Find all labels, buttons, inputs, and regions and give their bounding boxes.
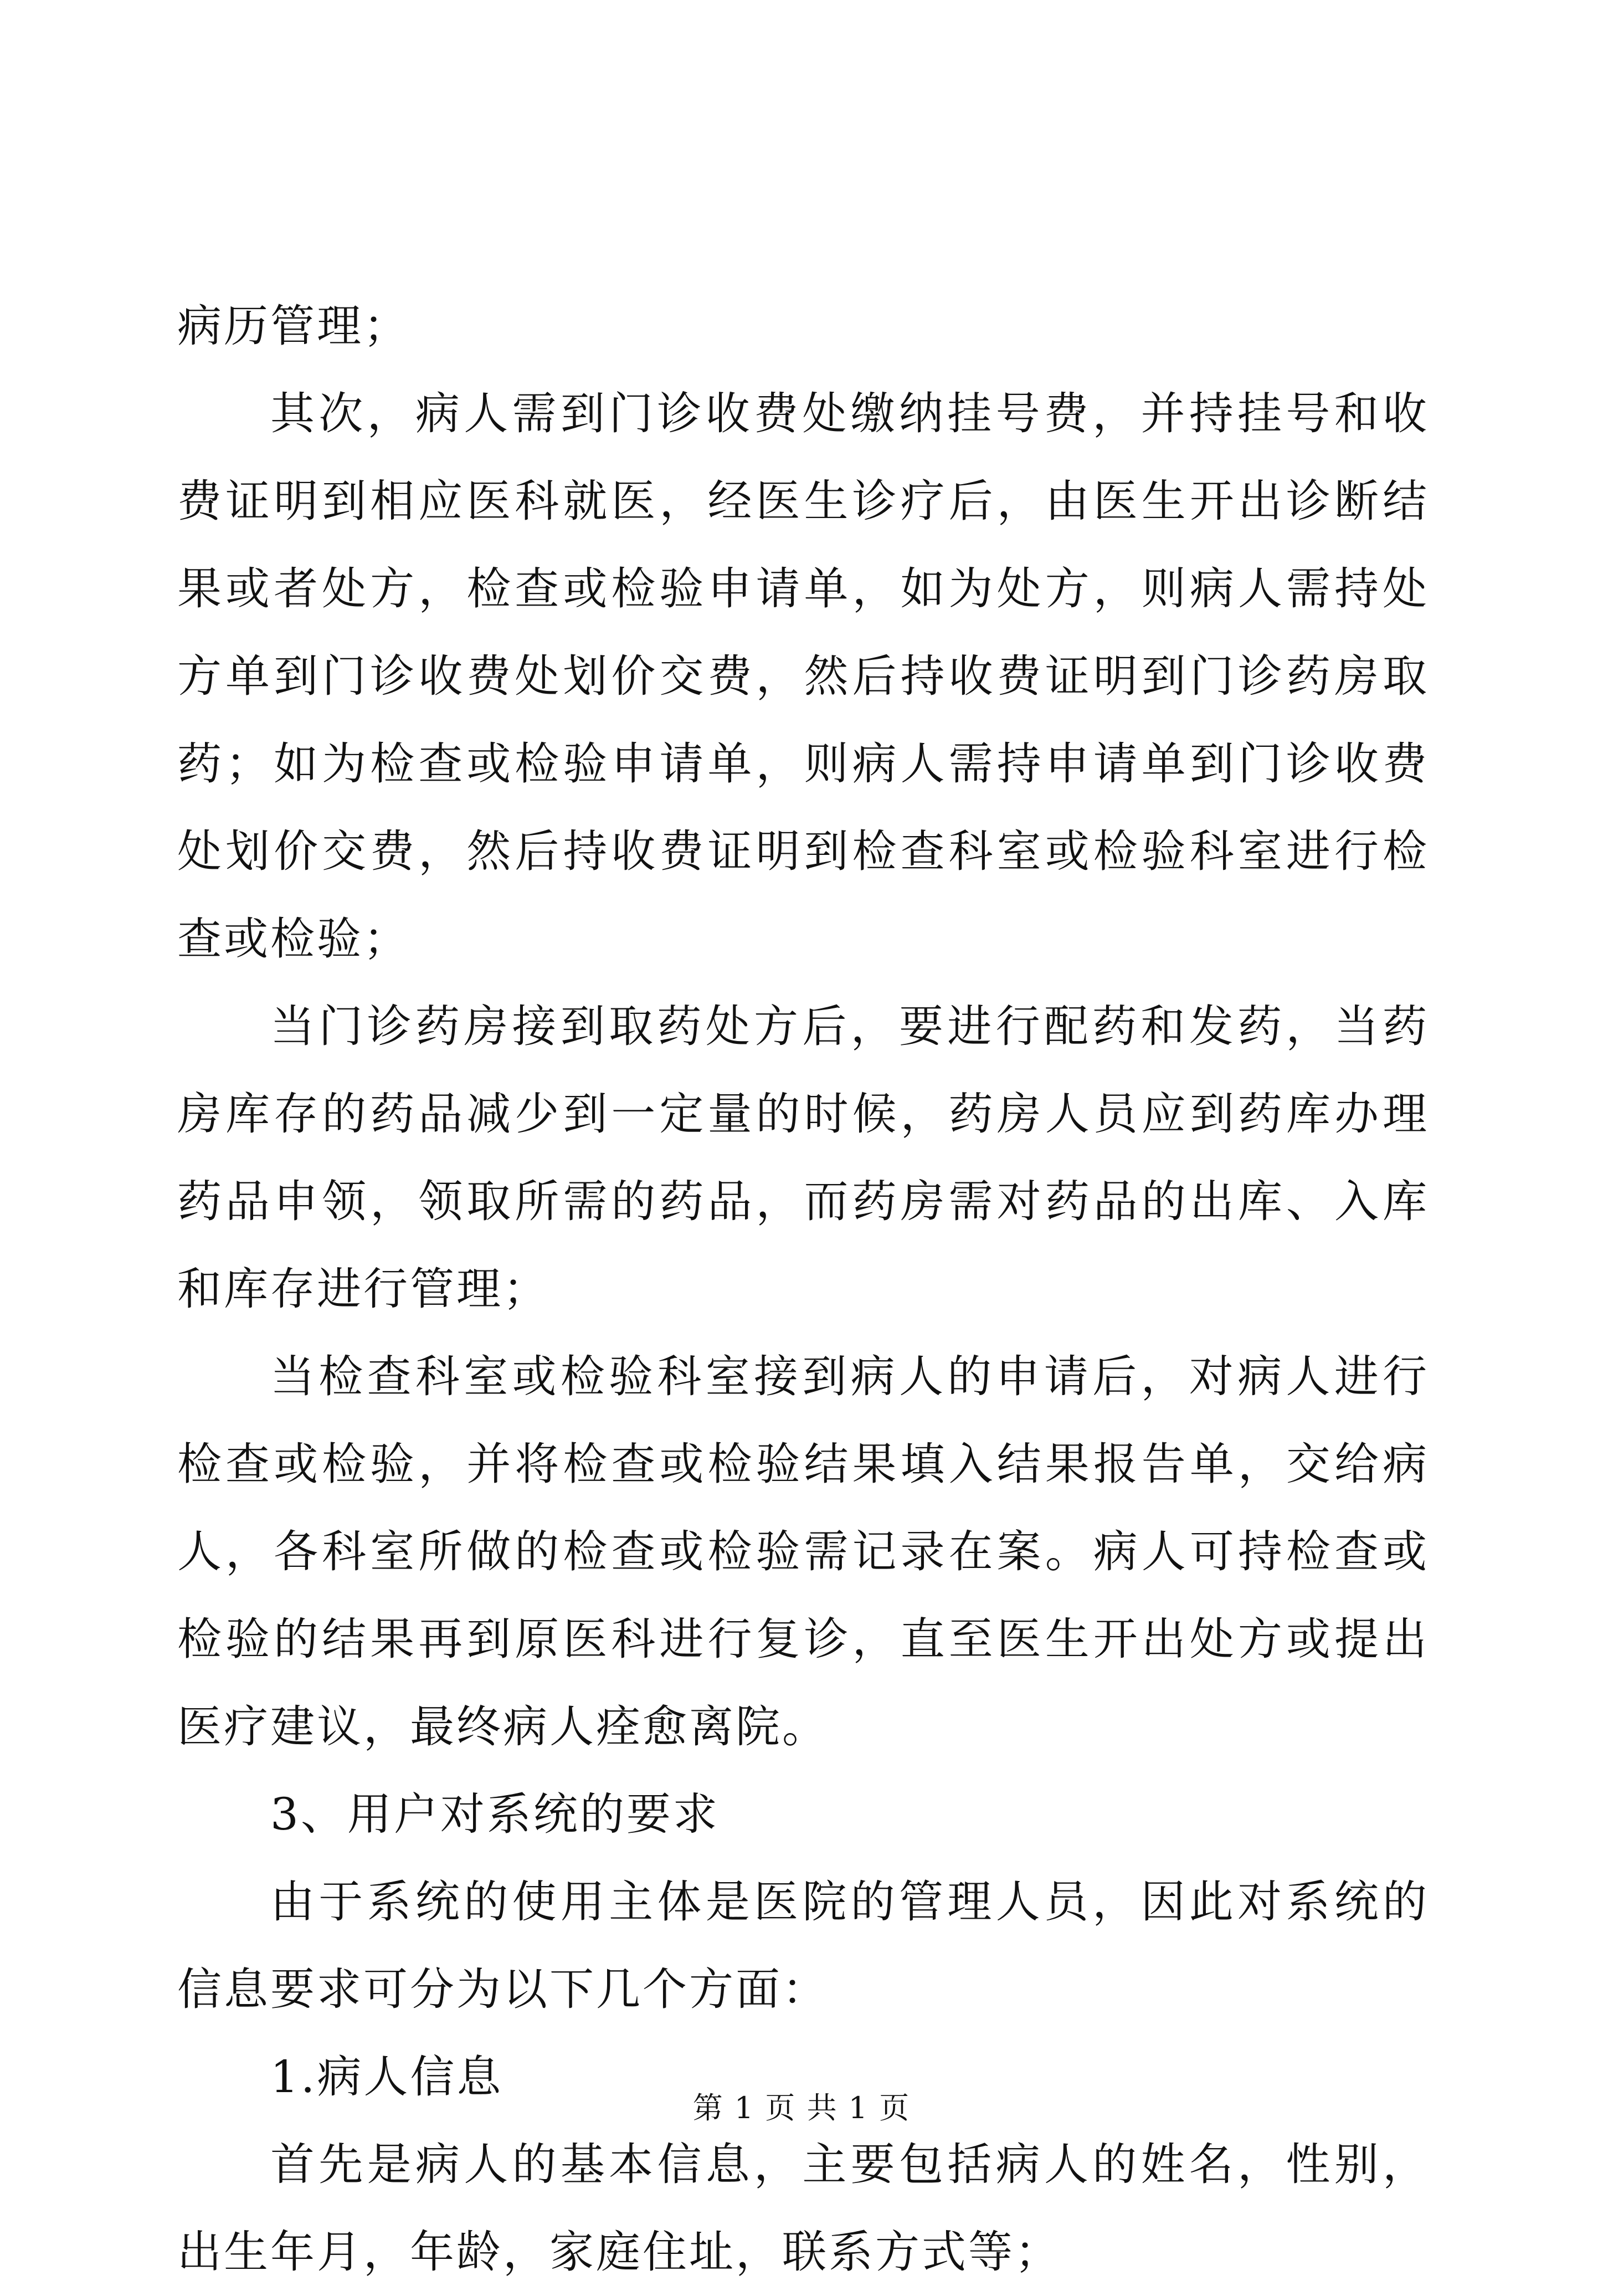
paragraph-examination-process: 当检查科室或检验科室接到病人的申请后，对病人进行检查或检验，并将检查或检验结果填入结果报告单，交给病人，各科室所做的检查或检验需记录在案。病人可持检查或检验的结果再到原医科进行复诊，直至医生开出处方或提出医疗建议，最终病人痊愈离院。 bbox=[177, 1351, 1429, 1752]
page-footer: 第 1 页 共 1 页 bbox=[692, 2090, 911, 2125]
paragraph-pharmacy-process: 当门诊药房接到取药处方后，要进行配药和发药，当药房库存的药品减少到一定量的时候，药房人员应到药库办理药品申领，领取所需的药品，而药房需对药品的出库、入库和库存进行管理； bbox=[177, 1001, 1429, 1315]
section-heading-user-requirements: 3、用户对系统的要求 bbox=[270, 1788, 720, 1840]
document-body bbox=[177, 283, 1429, 2296]
paragraph-patient-basic-info: 首先是病人的基本信息，主要包括病人的姓名，性别，出生年月，年龄，家庭住址，联系方式等； bbox=[177, 2139, 1429, 2278]
paragraph-medical-record-management: 病历管理； bbox=[177, 300, 410, 352]
paragraph-information-requirements: 由于系统的使用主体是医院的管理人员，因此对系统的信息要求可分为以下几个方面： bbox=[177, 1876, 1429, 2015]
subheading-patient-information: 1.病人信息 bbox=[270, 2051, 503, 2103]
paragraph-outpatient-process: 其次，病人需到门诊收费处缴纳挂号费，并持挂号和收费证明到相应医科就医，经医生诊疗后，由医生开出诊断结果或者处方，检查或检验申请单，如为处方，则病人需持处方单到门诊收费处划价交费，然后持收费证明到门诊药房取药；如为检查或检验申请单，则病人需持申请单到门诊收费处划价交费，然后持收费证明到检查科室或检验科室进行检查或检验； bbox=[177, 388, 1429, 965]
